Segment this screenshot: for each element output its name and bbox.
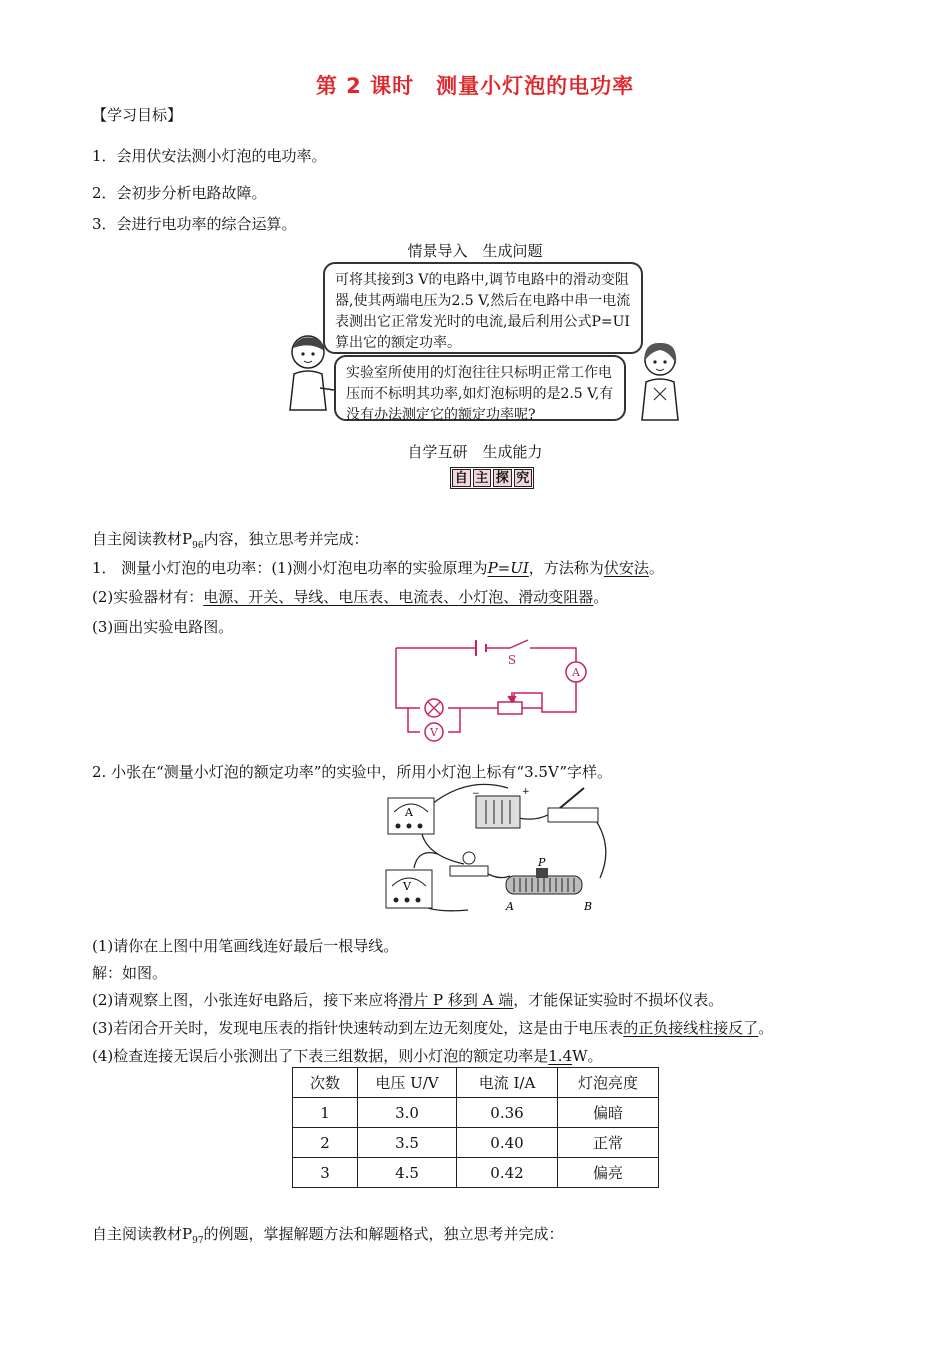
svg-text:P: P — [538, 856, 546, 869]
table-cell: 0.36 — [457, 1098, 558, 1128]
svg-text:A: A — [572, 666, 580, 679]
answer-method: 伏安法 — [603, 559, 649, 577]
table-cell: 偏亮 — [558, 1158, 659, 1188]
speech-bubble-bottom: 实验室所使用的灯泡往往只标明正常工作电压而不标明其功率,如灯泡标明的是2.5 V,有没有办法测定它的额定功率呢? — [334, 355, 626, 421]
answer-rated-power: 1.4 — [548, 1047, 573, 1065]
table-cell: 4.5 — [358, 1158, 457, 1188]
table-header: 电压 U/V — [358, 1068, 457, 1098]
table-row — [293, 1158, 659, 1188]
question-2-3: (3)若闭合开关时，发现电压表的指针快速转动到左边无刻度处，这是由于电压表的正负接线柱接反了。 — [92, 1019, 774, 1037]
objective-1: 1．会用伏安法测小灯泡的电功率。 — [92, 147, 327, 165]
objectives-heading: 【学习目标】 — [92, 106, 183, 124]
svg-text:−: − — [472, 789, 480, 799]
svg-text:V: V — [403, 880, 411, 893]
boy-cartoon-icon — [280, 330, 340, 420]
badge-char: 主 — [473, 469, 492, 487]
table-cell: 偏暗 — [558, 1098, 659, 1128]
svg-text:+: + — [522, 787, 530, 797]
table-row — [293, 1128, 659, 1158]
svg-text:B: B — [584, 900, 593, 913]
question-1-principle: 1． 测量小灯泡的电功率：(1)测小灯泡电功率的实验原理为P=UI，方法称为伏安法。 — [92, 559, 664, 577]
experiment-apparatus-illustration — [378, 782, 614, 924]
svg-text:A: A — [506, 900, 514, 913]
girl-cartoon-icon — [630, 338, 690, 423]
switch-label: S — [507, 653, 517, 667]
ammeter-device-icon — [388, 798, 434, 834]
table-header: 电流 I/A — [457, 1068, 558, 1098]
question-2-stem: 2. 小张在“测量小灯泡的额定功率”的实验中，所用小灯泡上标有“3.5V”字样。 — [92, 763, 612, 781]
table-cell: 3 — [293, 1158, 358, 1188]
objective-2: 2．会初步分析电路故障。 — [92, 184, 267, 202]
table-header-row — [293, 1068, 659, 1098]
answer-formula: P=UI — [487, 559, 529, 577]
answer-slider: 滑片 P 移到 A 端 — [398, 991, 514, 1009]
self-study-heading: 自学互研 生成能力 — [407, 443, 543, 461]
autonomous-explore-badge — [450, 467, 534, 489]
measurement-table — [292, 1067, 659, 1188]
battery-icon — [472, 787, 530, 828]
question-2-2: (2)请观察上图，小张连好电路后，接下来应将滑片 P 移到 A 端，才能保证实验时不损坏仪表。 — [92, 991, 724, 1009]
reading-instruction-2: 自主阅读教材$P_{97}$的例题，掌握解题方法和解题格式，独立思考并完成： — [92, 1225, 564, 1246]
badge-char: 究 — [514, 469, 533, 487]
circuit-diagram — [390, 636, 590, 742]
table-header: 灯泡亮度 — [558, 1068, 659, 1098]
speech-bubble-top: 可将其接到3 V的电路中,调节电路中的滑动变阻器,使其两端电压为2.5 V,然后在电路中串一电流表测出它正常发光时的电流,最后利用公式P=UI算出它的额定功率。 — [323, 262, 643, 354]
rheostat-icon — [505, 856, 592, 913]
table-row — [293, 1098, 659, 1128]
table-cell: 2 — [293, 1128, 358, 1158]
bulb-holder-icon — [450, 852, 488, 876]
table-cell: 正常 — [558, 1128, 659, 1158]
table-cell: 3.0 — [358, 1098, 457, 1128]
table-cell: 0.42 — [457, 1158, 558, 1188]
table-header: 次数 — [293, 1068, 358, 1098]
question-1-equipment: (2)实验器材有：电源、开关、导线、电压表、电流表、小灯泡、滑动变阻器。 — [92, 588, 609, 606]
table-cell: 3.5 — [358, 1128, 457, 1158]
svg-text:A: A — [405, 806, 413, 819]
voltmeter-device-icon — [386, 870, 432, 908]
answer-equipment: 电源、开关、导线、电压表、电流表、小灯泡、滑动变阻器 — [203, 588, 594, 606]
answer-fault: 的正负接线柱接反了 — [623, 1019, 759, 1037]
svg-text:V: V — [430, 726, 438, 739]
page-title: 第 2 课时 测量小灯泡的电功率 — [315, 74, 635, 98]
badge-char: 探 — [493, 469, 512, 487]
reading-instruction-1: 自主阅读教材$P_{96}$内容，独立思考并完成： — [92, 530, 369, 551]
badge-char: 自 — [452, 469, 471, 487]
question-2-1-answer: 解：如图。 — [92, 964, 168, 982]
question-1-diagram-prompt: (3)画出实验电路图。 — [92, 618, 234, 636]
switch-device-icon — [548, 788, 598, 822]
table-cell: 0.40 — [457, 1128, 558, 1158]
question-2-4: (4)检查连接无误后小张测出了下表三组数据，则小灯泡的额定功率是1.4W。 — [92, 1047, 603, 1065]
objective-3: 3．会进行电功率的综合运算。 — [92, 215, 297, 233]
intro-heading: 情景导入 生成问题 — [407, 242, 543, 260]
question-2-1: (1)请你在上图中用笔画线连好最后一根导线。 — [92, 937, 399, 955]
table-cell: 1 — [293, 1098, 358, 1128]
